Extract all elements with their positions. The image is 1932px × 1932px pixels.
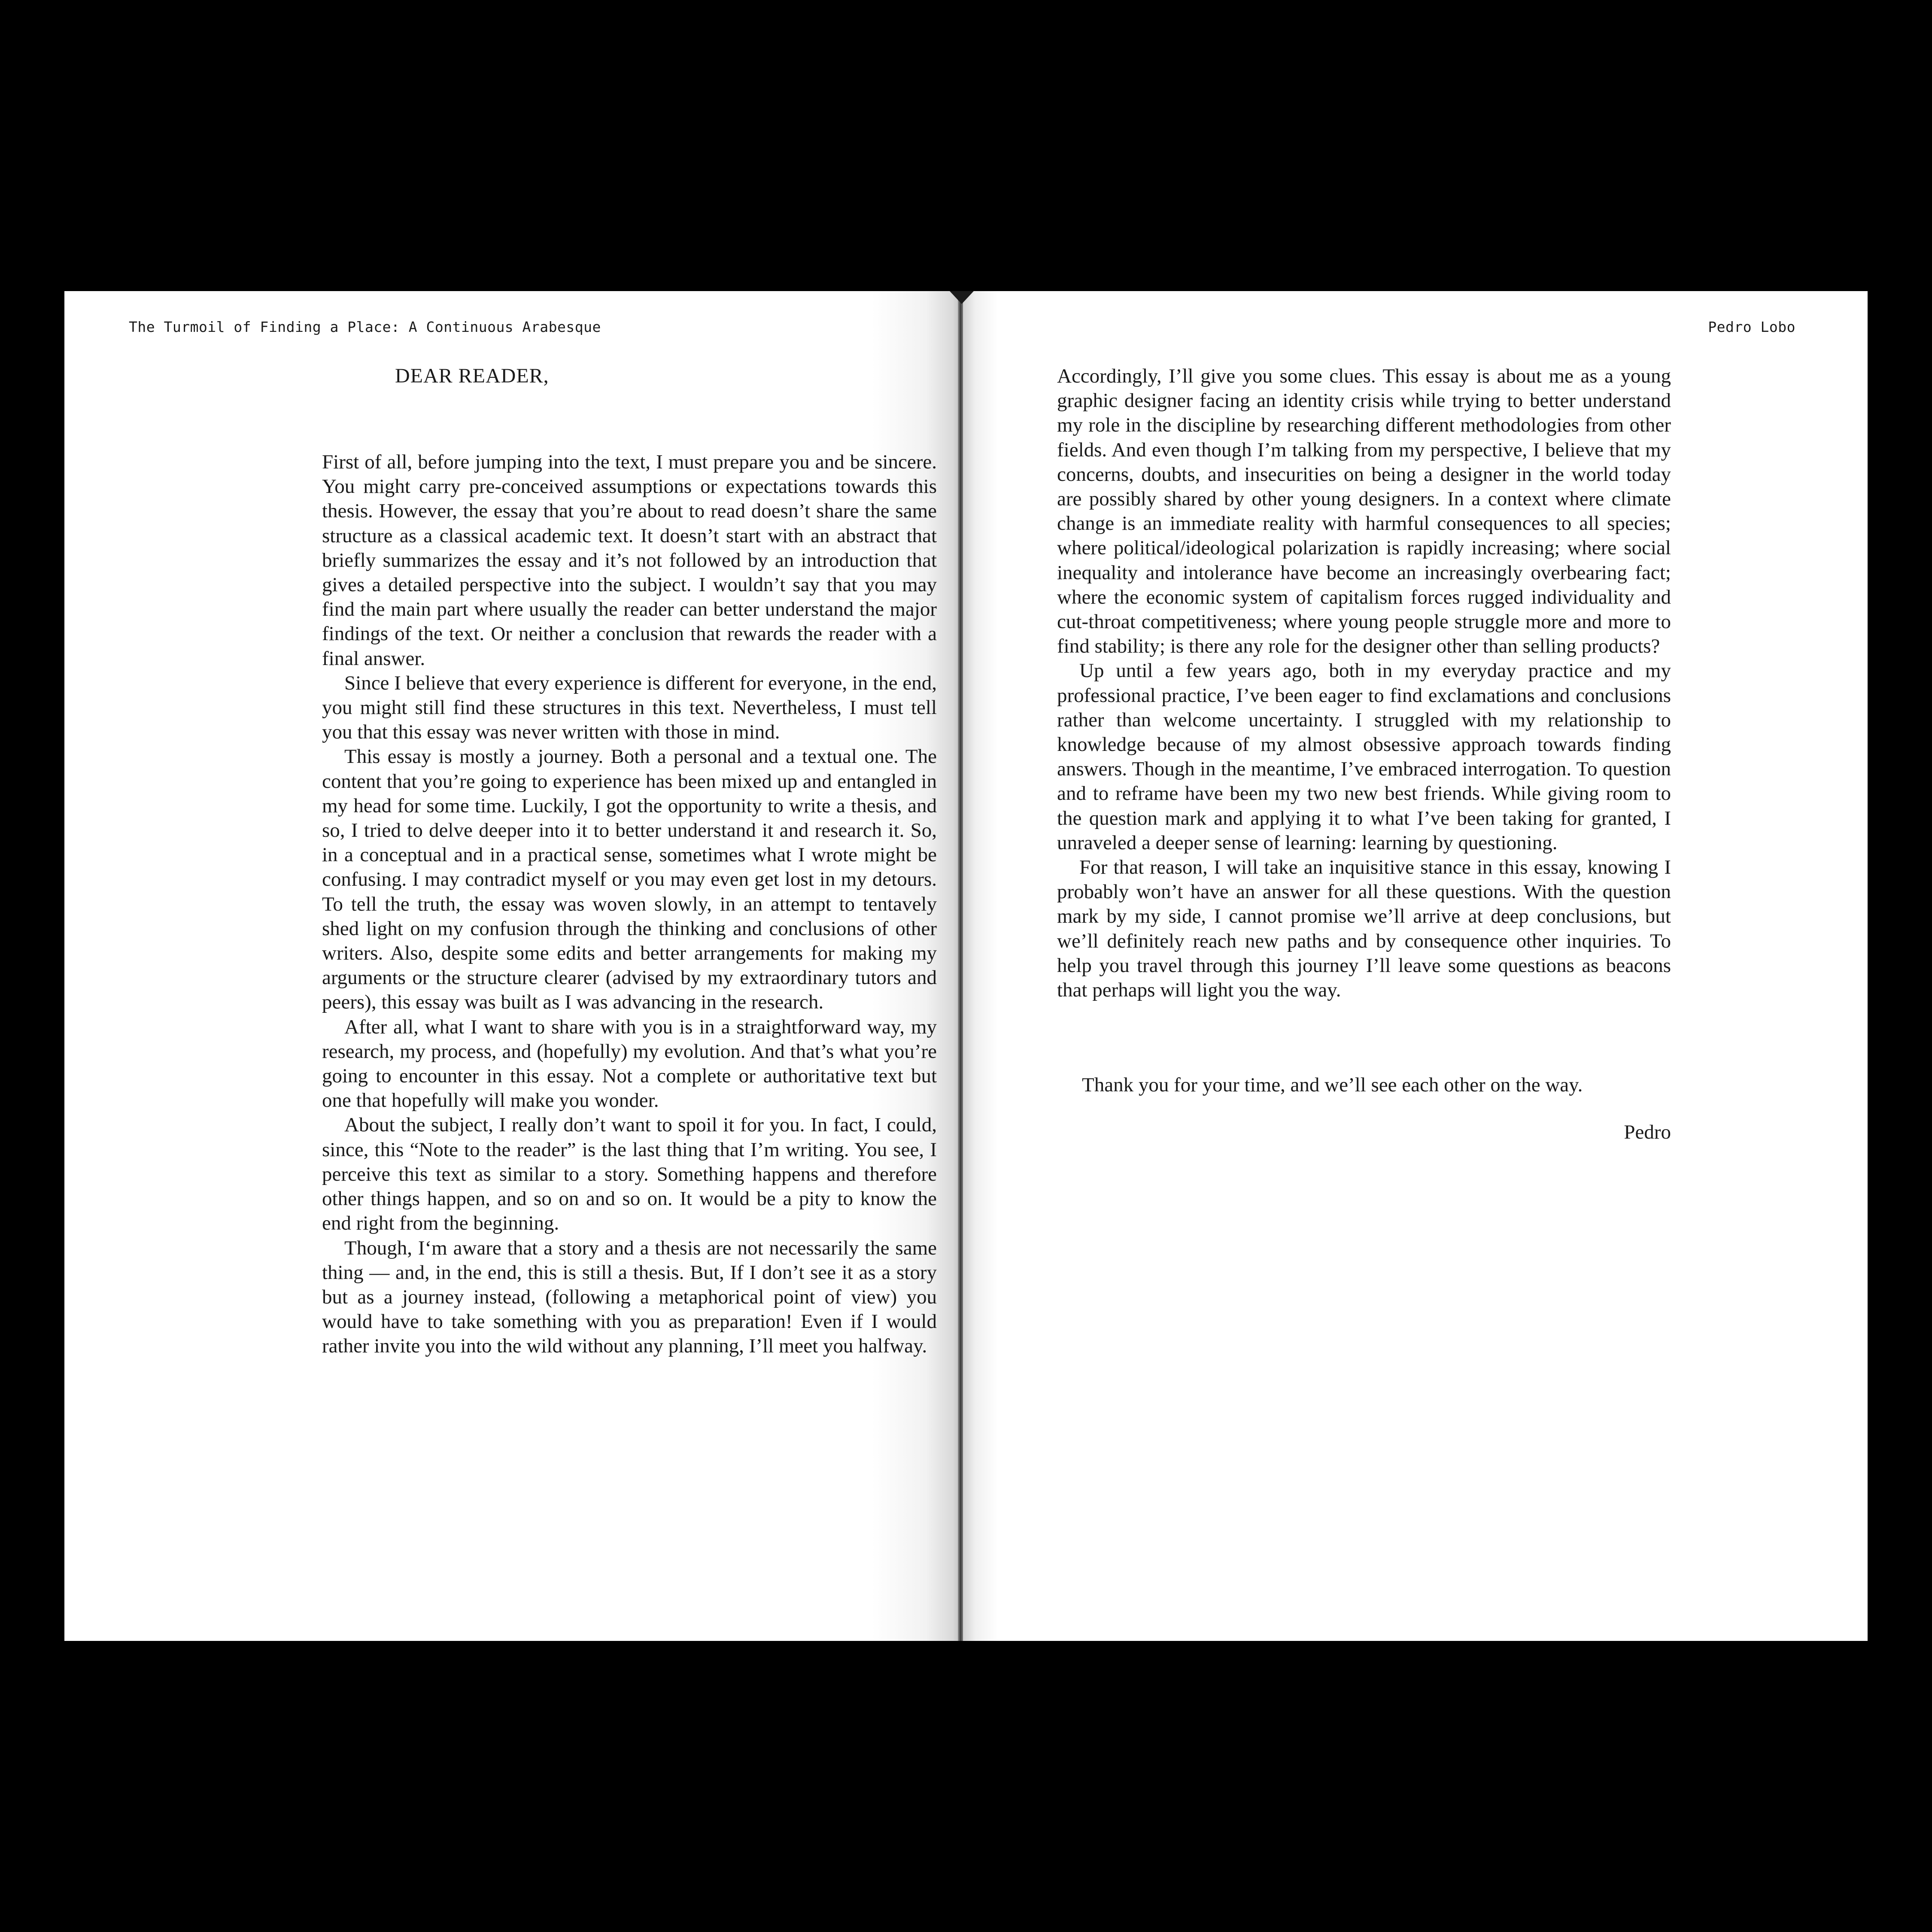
running-head-author: Pedro Lobo	[1708, 319, 1795, 335]
gutter-tab-mark	[950, 291, 974, 304]
paragraph: After all, what I want to share with you is in a straightforward way, my research, my process, and (hopefully) my evolution. And that’s what you’re going to encounter in this essay. Not a complete or authoritative text but one that hopefully will make you wonder.	[322, 1015, 937, 1112]
salutation-heading: DEAR READER,	[395, 365, 549, 387]
book-spread	[64, 291, 1868, 1641]
left-body-text	[322, 450, 937, 1359]
signature: Pedro	[1624, 1121, 1671, 1143]
paragraph: Accordingly, I’ll give you some clues. This essay is about me as a young graphic designer facing an identity crisis while trying to better understand my role in the discipline by researching different methodologies from other fields. And even though I’m talking from my perspective, I believe that my concerns, doubts, and insecurities on being a designer in the world today are possibly shared by other young designers. In a context where climate change is an immediate reality with harmful consequences to all species; where political/ideological polarization is rapidly increasing; where social inequality and intolerance have become an increasingly overbearing fact; where the economic system of capitalism forces rugged individuality and cut-throat competitiveness; where young people struggle more and more to find stability; is there any role for the designer other than selling products?	[1057, 365, 1671, 658]
right-page	[962, 291, 1868, 1641]
book-gutter	[958, 291, 963, 1641]
left-page	[64, 291, 962, 1641]
right-body-text	[1057, 364, 1671, 1002]
paragraph: First of all, before jumping into the text, I must prepare you and be sincere. You might carry pre-conceived assumptions or expectations towards this thesis. However, the essay that you’re about to read doesn’t share the same structure as a classical academic text. It doesn’t start with an abstract that briefly summarizes the essay and it’s not followed by an introduction that gives a detailed perspective into the subject. I wouldn’t say that you may find the main part where usually the reader can better understand the major findings of the text. Or neither a conclusion that rewards the reader with a final answer.	[322, 451, 937, 670]
paragraph: Though, I‘m aware that a story and a thesis are not necessarily the same thing — and, in the end, this is still a thesis. But, If I don’t see it as a story but as a journey instead, (following a metaphorical point of view) you would have to take something with you as preparation! Even if I would rather invite you into the wild without any planning, I’ll meet you halfway.	[322, 1236, 937, 1358]
paragraph: Up until a few years ago, both in my everyday practice and my professional practice, I’ve been eager to find exclamations and conclusions rather than welcome uncertainty. I struggled with my relationship to knowledge because of my almost obsessive approach towards finding answers. Though in the meantime, I’ve embraced interrogation. To question and to reframe have been my two new best friends. While giving room to the question mark and applying it to what I’ve been taking for granted, I unraveled a deeper sense of learning: learning by questioning.	[1057, 659, 1671, 854]
paragraph: This essay is mostly a journey. Both a personal and a textual one. The content that you’re going to experience has been mixed up and entangled in my head for some time. Luckily, I got the opportunity to write a thesis, and so, I tried to delve deeper into it to better understand it and research it. So, in a conceptual and in a practical sense, sometimes what I wrote might be confusing. I may contradict myself or you may even get lost in my detours. To tell the truth, the essay was woven slowly, in an attempt to tentavely shed light on my confusion through the thinking and conclusions of other writers. Also, despite some edits and better arrangements for making my arguments or the structure clearer (advised by my extraordinary tutors and peers), this essay was built as I was advancing in the research.	[322, 745, 937, 1014]
running-head-title: The Turmoil of Finding a Place: A Continuous Arabesque	[129, 319, 601, 335]
paragraph: For that reason, I will take an inquisitive stance in this essay, knowing I probably won’t have an answer for all these questions. With the question mark by my side, I cannot promise we’ll arrive at deep conclusions, but we’ll definitely reach new paths and by consequence other inquiries. To help you travel through this journey I’ll leave some questions as beacons that perhaps will light you the way.	[1057, 856, 1671, 1002]
closing-line: Thank you for your time, and we’ll see each other on the way.	[1082, 1074, 1583, 1096]
paragraph: Since I believe that every experience is different for everyone, in the end, you might still find these structures in this text. Nevertheless, I must tell you that this essay was never written with those in mind.	[322, 671, 937, 744]
paragraph: About the subject, I really don’t want to spoil it for you. In fact, I could, since, this “Note to the reader” is the last thing that I’m writing. You see, I perceive this text as similar to a story. Something happens and therefore other things happen, and so on and so on. It would be a pity to know the end right from the beginning.	[322, 1114, 937, 1235]
